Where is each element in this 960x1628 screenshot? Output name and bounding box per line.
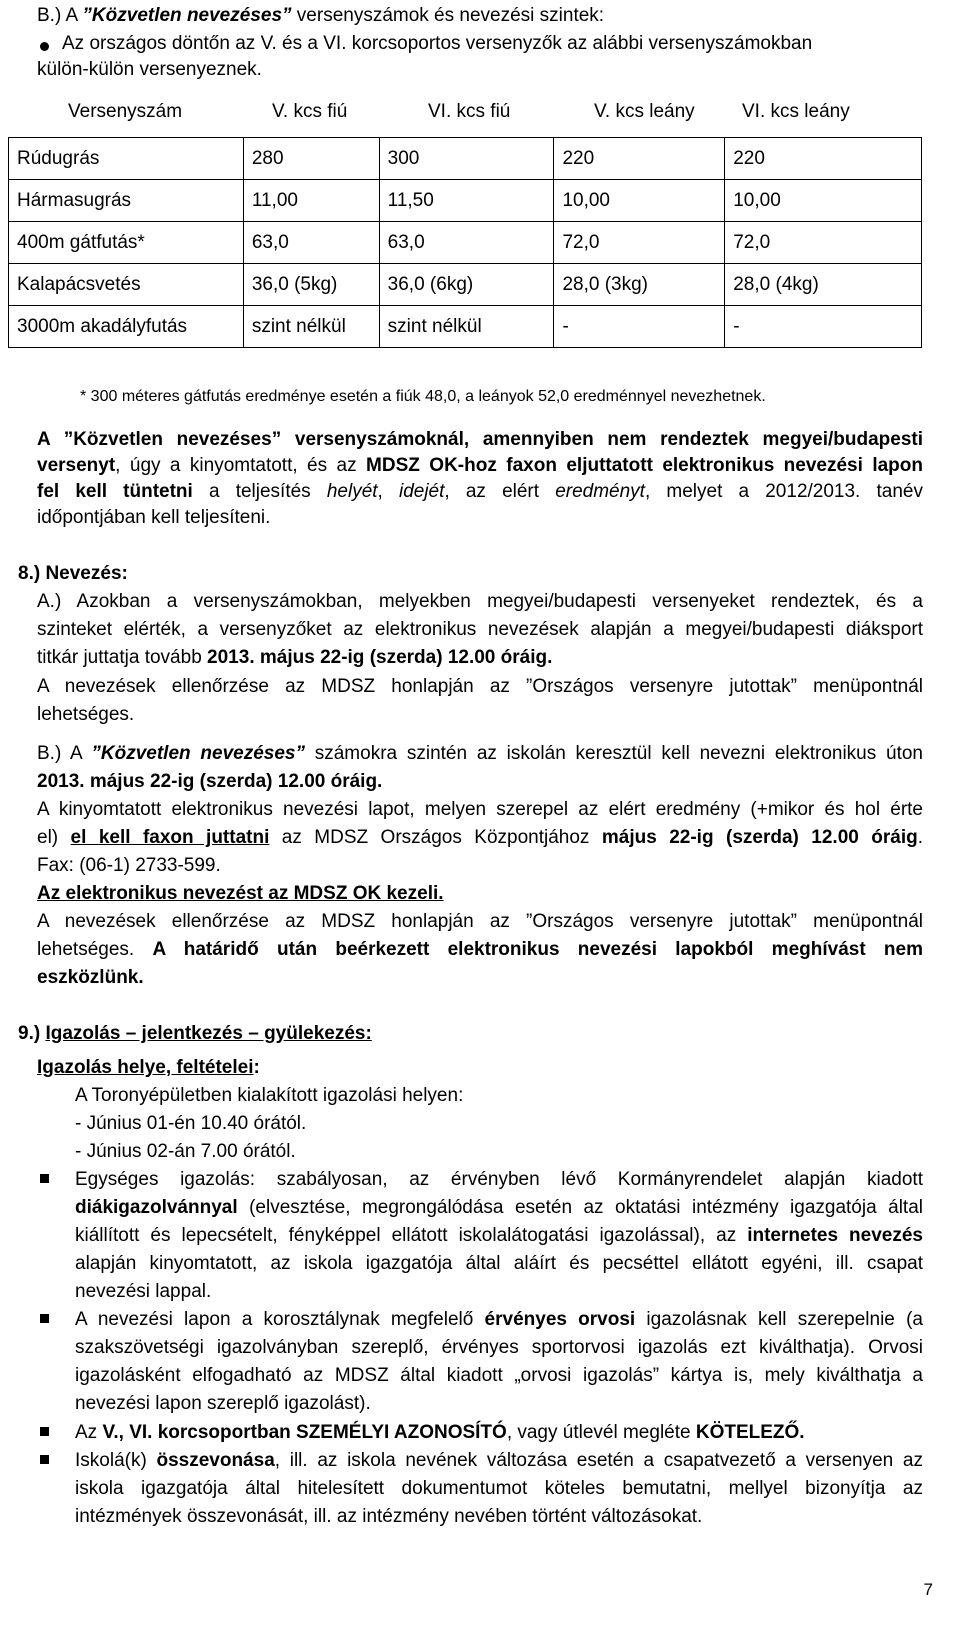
table-cell: 63,0 <box>379 222 554 264</box>
kozvetlen-paragraph-line: időpontjában kell teljesíteni. <box>37 507 271 528</box>
section-9-title: 9.) Igazolás – jelentkezés – gyülekezés: <box>18 1023 372 1044</box>
s8-text: Az elektronikus nevezést az MDSZ OK kezeli. <box>37 883 444 904</box>
s9-bullet-text: szakszövetségi igazolványban szereplő, érvényes sportorvosi igazolás ezt kiválthatja). Orvosi <box>75 1337 923 1358</box>
square-bullet-icon <box>40 1455 49 1464</box>
s9-bullet-text: nevezési lappal. <box>75 1281 212 1302</box>
s8-text: A.) Azokban a versenyszámokban, melyekben megyei/budapesti versenyeket rendeztek, és a <box>37 591 923 612</box>
s8-text: lehetséges. <box>37 704 135 725</box>
s9-text: A Toronyépületben kialakított igazolási helyen: <box>75 1085 464 1106</box>
table-cell: 72,0 <box>725 222 922 264</box>
bullet-text-cont: külön-külön versenyeznek. <box>37 59 262 80</box>
s9-bullet-text: Egységes igazolás: szabályosan, az érvényben lévő Kormányrendelet alapján kiadott <box>75 1169 923 1190</box>
s9-text: - Június 01-én 10.40 órától. <box>75 1113 307 1134</box>
header-v-girl: V. kcs leány <box>594 101 695 122</box>
table-cell: 36,0 (5kg) <box>243 264 379 306</box>
page-number: 7 <box>923 1580 933 1599</box>
s8-text: Fax: (06-1) 2733-599. <box>37 855 221 876</box>
bullet-text: Az országos döntőn az V. és a VI. korcsoportos versenyzők az alábbi versenyszámokban <box>62 33 813 54</box>
table-cell: 63,0 <box>243 222 379 264</box>
s9-bullet-text: igazolásként elfogadható az MDSZ által kiadott „orvosi igazolás” kártya is, mely kiválthatja a <box>75 1365 923 1386</box>
s9-bullet-text: Iskolá(k) összevonása, ill. az iskola nevének változása esetén a csapatvezető a versenyen az <box>75 1450 923 1471</box>
header-v-boy: V. kcs fiú <box>272 101 348 122</box>
s8-text: szinteket elérték, a versenyzőket az elektronikus nevezések alapján a megyei/budapesti diáksport <box>37 619 923 640</box>
s8-text: lehetséges. A határidő után beérkezett elektronikus nevezési lapokból meghívást nem <box>37 939 923 960</box>
square-bullet-icon <box>40 1314 49 1323</box>
header-event: Versenyszám <box>68 101 183 122</box>
table-cell: 300 <box>379 138 554 180</box>
table-cell: szint nélkül <box>243 306 379 348</box>
table-cell: szint nélkül <box>379 306 554 348</box>
s8-text: titkár juttatja tovább 2013. május 22-ig (szerda) 12.00 óráig. <box>37 647 553 668</box>
table-cell: - <box>554 306 725 348</box>
s9-bullet-text: alapján kinyomtatott, az iskola igazgatója által aláírt és pecséttel ellátott egyéni, ill. csapat <box>75 1253 923 1274</box>
table-cell: 10,00 <box>554 180 725 222</box>
table-cell: Kalapácsvetés <box>9 264 244 306</box>
kozvetlen-paragraph-line: versenyt, úgy a kinyomtatott, és az MDSZ OK-hoz faxon eljuttatott elektronikus nevezési lapon <box>37 455 923 476</box>
s8-text: A nevezések ellenőrzése az MDSZ honlapján az ”Országos versenyre jutottak” menüpontnál <box>37 911 923 932</box>
table-footnote: * 300 méteres gátfutás eredménye esetén a fiúk 48,0, a leányok 52,0 eredménnyel nevezhetnek. <box>80 388 766 405</box>
table-cell: 36,0 (6kg) <box>379 264 554 306</box>
square-bullet-icon <box>40 1174 49 1183</box>
kozvetlen-paragraph-line: fel kell tüntetni a teljesítés helyét, idejét, az elért eredményt, melyet a 2012/2013. tanév <box>37 481 923 502</box>
table-cell: 220 <box>554 138 725 180</box>
kozvetlen-paragraph-line: A ”Közvetlen nevezéses” versenyszámoknál, amennyiben nem rendeztek megyei/budapesti <box>37 429 923 450</box>
table-cell: 28,0 (3kg) <box>554 264 725 306</box>
header-vi-boy: VI. kcs fiú <box>428 101 511 122</box>
table-cell: 280 <box>243 138 379 180</box>
table-cell: 400m gátfutás* <box>9 222 244 264</box>
table-cell: Hármasugrás <box>9 180 244 222</box>
table-row <box>9 180 922 222</box>
s9-bullet-text: iskola igazgatója által hitelesített dokumentumot köteles bemutatni, mellyel bizonyítja az <box>75 1478 923 1499</box>
table-row <box>9 306 922 348</box>
table-cell: Rúdugrás <box>9 138 244 180</box>
table-header <box>0 101 960 127</box>
section-8-title: 8.) Nevezés: <box>18 563 128 584</box>
s9-bullet-text: A nevezési lapon a korosztálynak megfelelő érvényes orvosi igazolásnak kell szerepelnie (a <box>75 1309 923 1330</box>
s8-text: 2013. május 22-ig (szerda) 12.00 óráig. <box>37 771 383 792</box>
s9-bullet-text: intézmények összevonását, ill. az intézmény nevében történt változásokat. <box>75 1506 703 1527</box>
table-cell: 28,0 (4kg) <box>725 264 922 306</box>
s8-text: eszközlünk. <box>37 967 144 988</box>
header-vi-girl: VI. kcs leány <box>742 101 850 122</box>
s8-text: el) el kell faxon juttatni az MDSZ Országos Központjához május 22-ig (szerda) 12.00 óráig. <box>37 827 923 848</box>
s8-text: B.) A ”Közvetlen nevezéses” számokra szintén az iskolán keresztül kell nevezni elektronikus úton <box>37 743 923 764</box>
s9-bullet-text: Az V., VI. korcsoportban SZEMÉLYI AZONOSÍTÓ, vagy útlevél megléte KÖTELEZŐ. <box>75 1422 805 1443</box>
qualification-table <box>8 137 922 348</box>
table-cell: 11,00 <box>243 180 379 222</box>
table-cell: - <box>725 306 922 348</box>
table-cell: 72,0 <box>554 222 725 264</box>
s9-place-heading: Igazolás helye, feltételei: <box>37 1057 260 1078</box>
bullet-dot-icon <box>40 42 49 51</box>
s9-text: - Június 02-án 7.00 órától. <box>75 1141 296 1162</box>
s9-bullet-text: diákigazolvánnyal (elvesztése, megrongálódása esetén az oktatási intézmény igazgatója által <box>75 1197 923 1218</box>
table-row <box>9 222 922 264</box>
table-row <box>9 138 922 180</box>
section-b-heading: B.) A ”Közvetlen nevezéses” versenyszámok és nevezési szintek: <box>37 5 605 26</box>
s8-text: A kinyomtatott elektronikus nevezési lapot, melyen szerepel az elért eredmény (+mikor és hol érte <box>37 799 923 820</box>
square-bullet-icon <box>40 1427 49 1436</box>
s9-bullet-text: kiállított és lepecsételt, fényképpel ellátott iskolalátogatási igazolással), az internetes nevezés <box>75 1225 923 1246</box>
table-row <box>9 264 922 306</box>
table-cell: 220 <box>725 138 922 180</box>
table-cell: 3000m akadályfutás <box>9 306 244 348</box>
s8-text: A nevezések ellenőrzése az MDSZ honlapján az ”Országos versenyre jutottak” menüpontnál <box>37 676 923 697</box>
table-cell: 10,00 <box>725 180 922 222</box>
table-cell: 11,50 <box>379 180 554 222</box>
s9-bullet-text: nevezési lapon szereplő igazolást). <box>75 1393 371 1414</box>
